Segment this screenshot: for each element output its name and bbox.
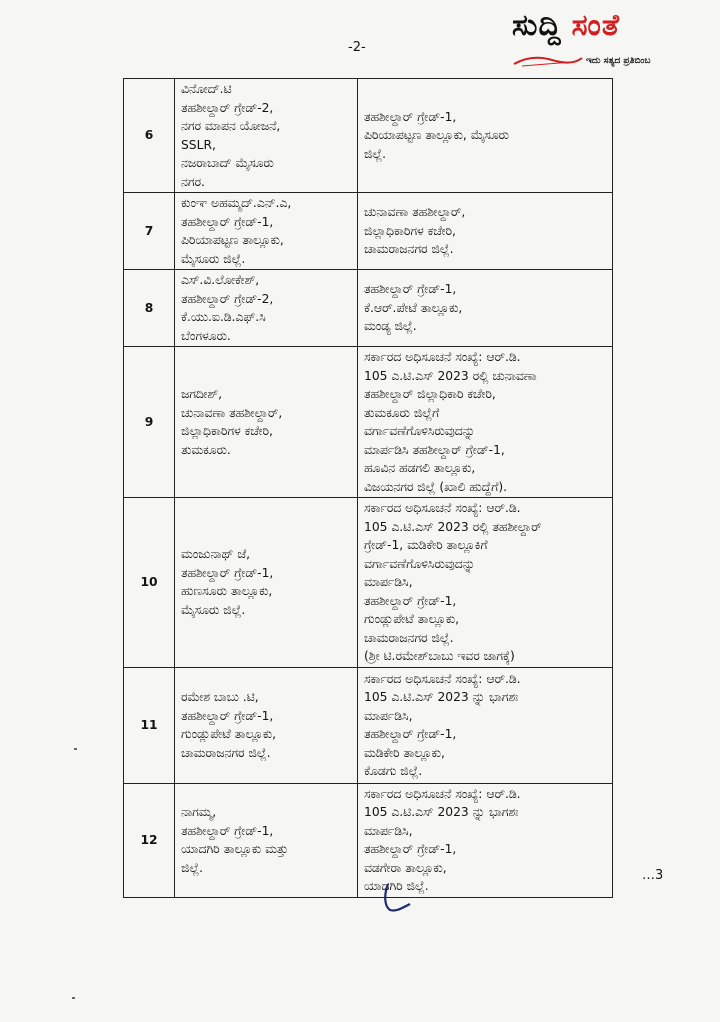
posting-line: ಗುಂಡ್ಲುಪೇಟೆ ತಾಲ್ಲೂಕು,	[364, 612, 460, 626]
posting-line: ವರ್ಗಾವಣೆಗೊಳಿಸಿರುವುದನ್ನು	[364, 556, 476, 571]
posting-details	[358, 667, 613, 783]
posting-line: ಸರ್ಕಾರದ ಅಧಿಸೂಚನೆ ಸಂಖ್ಯೆ: ಆರ್.ಡಿ.	[364, 671, 521, 686]
posting-line: ತಹಶೀಲ್ದಾರ್ ಗ್ರೇಡ್-1,	[364, 109, 457, 124]
scan-speck	[72, 997, 75, 999]
officer-line: ಮಂಜುನಾಥ್ ಜೆ,	[181, 547, 250, 562]
posting-line: ಮಡಿಕೇರಿ ತಾಲ್ಲೂಕು,	[364, 745, 445, 760]
posting-line: ಚುನಾವಣಾ ತಹಶೀಲ್ದಾರ್,	[364, 205, 466, 220]
officer-details	[175, 347, 358, 498]
officer-line: ನಾಗಮ್ಮ,	[181, 805, 217, 819]
officer-line: ಮೈಸೂರು ಜಿಲ್ಲೆ.	[181, 251, 246, 266]
officer-line: ನಗರ.	[181, 174, 205, 189]
officer-line: ಬೆಂಗಳೂರು.	[181, 328, 231, 343]
officer-line: ಜಿಲ್ಲೆ.	[181, 860, 204, 875]
row-number: 10	[124, 498, 175, 668]
table-row	[124, 270, 613, 347]
scan-speck	[74, 748, 77, 750]
officer-line: ಜಗದೀಶ್,	[181, 387, 223, 401]
row-number: 11	[124, 667, 175, 783]
posting-line: ಕೊಡಗು ಜಿಲ್ಲೆ.	[364, 764, 423, 778]
posting-line: ಸರ್ಕಾರದ ಅಧಿಸೂಚನೆ ಸಂಖ್ಯೆ: ಆರ್.ಡಿ.	[364, 786, 521, 801]
row-number: 9	[124, 347, 175, 498]
officer-details	[175, 498, 358, 668]
row-number: 7	[124, 193, 175, 270]
posting-line: ಮಾರ್ಪಡಿಸಿ,	[364, 823, 413, 838]
posting-line: ತಹಶೀಲ್ದಾರ್ ಗ್ರೇಡ್-1,	[364, 842, 457, 856]
officer-line: ರಮೇಶ ಬಾಬು .ಟಿ,	[181, 690, 259, 704]
posting-line: ಜಿಲ್ಲೆ.	[364, 146, 387, 161]
logo-swoosh-icon	[512, 52, 584, 68]
officer-details	[175, 79, 358, 193]
posting-line: ಜಿಲ್ಲಾಧಿಕಾರಿಗಳ ಕಚೇರಿ,	[364, 223, 456, 238]
posting-line: ತಹಶೀಲ್ದಾರ್ ಗ್ರೇಡ್-1,	[364, 727, 457, 741]
watermark-logo	[512, 8, 712, 74]
officer-line: ನಜರಾಬಾದ್ ಮೈಸೂರು	[181, 156, 274, 170]
logo-word-2: ಸಂತೆ	[571, 8, 620, 43]
posting-line: ಪಿರಿಯಾಪಟ್ಟಣ ತಾಲ್ಲೂಕು, ಮೈಸೂರು	[364, 128, 509, 143]
officer-line: ತಹಶೀಲ್ದಾರ್ ಗ್ರೇಡ್-1,	[181, 708, 274, 723]
officer-details	[175, 193, 358, 270]
officer-line: ಯಾದಗಿರಿ ತಾಲ್ಲೂಕು ಮತ್ತು	[181, 842, 289, 856]
table-row	[124, 498, 613, 668]
officer-line: ತಹಶೀಲ್ದಾರ್ ಗ್ರೇಡ್-2,	[181, 291, 274, 306]
row-number: 8	[124, 270, 175, 347]
posting-line: ತಹಶೀಲ್ದಾರ್ ಜಿಲ್ಲಾಧಿಕಾರಿ ಕಚೇರಿ,	[364, 387, 496, 401]
posting-line: ತಹಶೀಲ್ದಾರ್ ಗ್ರೇಡ್-1,	[364, 593, 457, 608]
posting-details	[358, 498, 613, 668]
officer-line: ತಹಶೀಲ್ದಾರ್ ಗ್ರೇಡ್-2,	[181, 100, 274, 115]
table-row	[124, 783, 613, 897]
officer-line: SSLR,	[181, 137, 216, 152]
posting-details	[358, 270, 613, 347]
posting-line: ತಹಶೀಲ್ದಾರ್ ಗ್ರೇಡ್-1,	[364, 282, 457, 297]
logo-tagline: ಇದು ಸತ್ಯದ ಪ್ರತಿಬಿಂಬ	[586, 56, 651, 66]
posting-line: ಸರ್ಕಾರದ ಅಧಿಸೂಚನೆ ಸಂಖ್ಯೆ: ಆರ್.ಡಿ.	[364, 350, 521, 364]
officer-line: ಕೆ.ಯು.ಐ.ಡಿ.ಎಫ್.ಸಿ	[181, 310, 266, 324]
table-body	[124, 79, 613, 898]
posting-line: ಕೆ.ಆರ್.ಪೇಟೆ ತಾಲ್ಲೂಕು,	[364, 300, 463, 315]
posting-line: ಗ್ರೇಡ್-1, ಮಡಿಕೇರಿ ತಾಲ್ಲೂಕಿಗೆ	[364, 538, 488, 552]
officer-line: ತಹಶೀಲ್ದಾರ್ ಗ್ರೇಡ್-1,	[181, 823, 274, 838]
posting-details	[358, 347, 613, 498]
logo-title	[512, 8, 620, 43]
officer-line: ತಹಶೀಲ್ದಾರ್ ಗ್ರೇಡ್-1,	[181, 565, 274, 580]
posting-line: ವಿಜಯನಗರ ಜಿಲ್ಲೆ (ಖಾಲಿ ಹುದ್ದೆಗೆ).	[364, 479, 508, 494]
posting-line: ತುಮಕೂರು ಜಿಲ್ಲೆಗೆ	[364, 405, 440, 420]
officer-line: ಮೈಸೂರು ಜಿಲ್ಲೆ.	[181, 602, 246, 617]
officer-details	[175, 270, 358, 347]
posting-line: (ಶ್ರೀ ಟಿ.ರಮೇಶ್‌ಬಾಬು ಇವರ ಜಾಗಕ್ಕೆ)	[364, 649, 515, 663]
officer-line: ಎಸ್.ವಿ.ಲೋಕೇಶ್,	[181, 273, 260, 287]
signature-mark	[376, 880, 416, 916]
posting-line: 105 ಎ.ಟಿ.ಎಸ್ 2023 ರಲ್ಲಿ ಚುನಾವಣಾ	[364, 368, 537, 383]
officer-line: ಕುಂಞ ಅಹಮ್ಮದ್.ಎನ್.ಎ,	[181, 196, 292, 210]
posting-line: ಸರ್ಕಾರದ ಅಧಿಸೂಚನೆ ಸಂಖ್ಯೆ: ಆರ್.ಡಿ.	[364, 501, 521, 515]
officer-line: ಪಿರಿಯಾಪಟ್ಟಣ ತಾಲ್ಲೂಕು,	[181, 233, 284, 247]
posting-line: ಮಾರ್ಪಡಿಸಿ,	[364, 708, 413, 723]
table-row	[124, 193, 613, 270]
officer-line: ನಗರ ಮಾಪನ ಯೋಜನೆ,	[181, 119, 281, 133]
posting-line: ಚಾಮರಾಜನಗರ ಜಿಲ್ಲೆ.	[364, 630, 454, 645]
posting-line: ವಡಗೇರಾ ತಾಲ್ಲೂಕು,	[364, 860, 447, 875]
officer-details	[175, 667, 358, 783]
posting-line: ಮಾರ್ಪಡಿಸಿ ತಹಶೀಲ್ದಾರ್ ಗ್ರೇಡ್-1,	[364, 442, 505, 457]
posting-line: ಹೂವಿನ ಹಡಗಲಿ ತಾಲ್ಲೂಕು,	[364, 461, 476, 475]
officer-details	[175, 783, 358, 897]
posting-line: ಯಾದಗಿರಿ ಜಿಲ್ಲೆ.	[364, 879, 429, 893]
officer-line: ವಿನೋದ್.ಟಿ	[181, 82, 232, 96]
officer-line: ಚುನಾವಣಾ ತಹಶೀಲ್ದಾರ್,	[181, 405, 283, 420]
transfer-orders-table	[123, 78, 613, 898]
officer-line: ಚಾಮರಾಜನಗರ ಜಿಲ್ಲೆ.	[181, 745, 271, 760]
page-number: -2-	[348, 40, 366, 55]
row-number: 12	[124, 783, 175, 897]
officer-line: ಜಿಲ್ಲಾಧಿಕಾರಿಗಳ ಕಚೇರಿ,	[181, 424, 273, 438]
officer-line: ಹುಣಸೂರು ತಾಲ್ಲೂಕು,	[181, 584, 273, 599]
row-number: 6	[124, 79, 175, 193]
officer-line: ತುಮಕೂರು.	[181, 442, 231, 457]
posting-line: ಮಾರ್ಪಡಿಸಿ,	[364, 575, 413, 589]
posting-line: 105 ಎ.ಟಿ.ಎಸ್ 2023 ನ್ನು ಭಾಗಶಃ	[364, 805, 519, 819]
posting-line: ಚಾಮರಾಜನಗರ ಜಿಲ್ಲೆ.	[364, 242, 454, 257]
table-row	[124, 667, 613, 783]
posting-line: 105 ಎ.ಟಿ.ಎಸ್ 2023 ನ್ನು ಭಾಗಶಃ	[364, 690, 519, 704]
officer-line: ಗುಂಡ್ಲುಪೇಟೆ ತಾಲ್ಲೂಕು,	[181, 727, 277, 741]
next-page-indicator: …3	[642, 868, 664, 883]
posting-line: 105 ಎ.ಟಿ.ಎಸ್ 2023 ರಲ್ಲಿ ತಹಶೀಲ್ದಾರ್	[364, 519, 542, 534]
posting-details	[358, 193, 613, 270]
table-row	[124, 347, 613, 498]
posting-details	[358, 79, 613, 193]
logo-word-1: ಸುದ್ದಿ	[512, 8, 562, 43]
posting-line: ವರ್ಗಾವಣೆಗೊಳಿಸಿರುವುದನ್ನು	[364, 424, 476, 438]
posting-line: ಮಂಡ್ಯ ಜಿಲ್ಲೆ.	[364, 319, 417, 334]
officer-line: ತಹಶೀಲ್ದಾರ್ ಗ್ರೇಡ್-1,	[181, 214, 274, 229]
table-row	[124, 79, 613, 193]
